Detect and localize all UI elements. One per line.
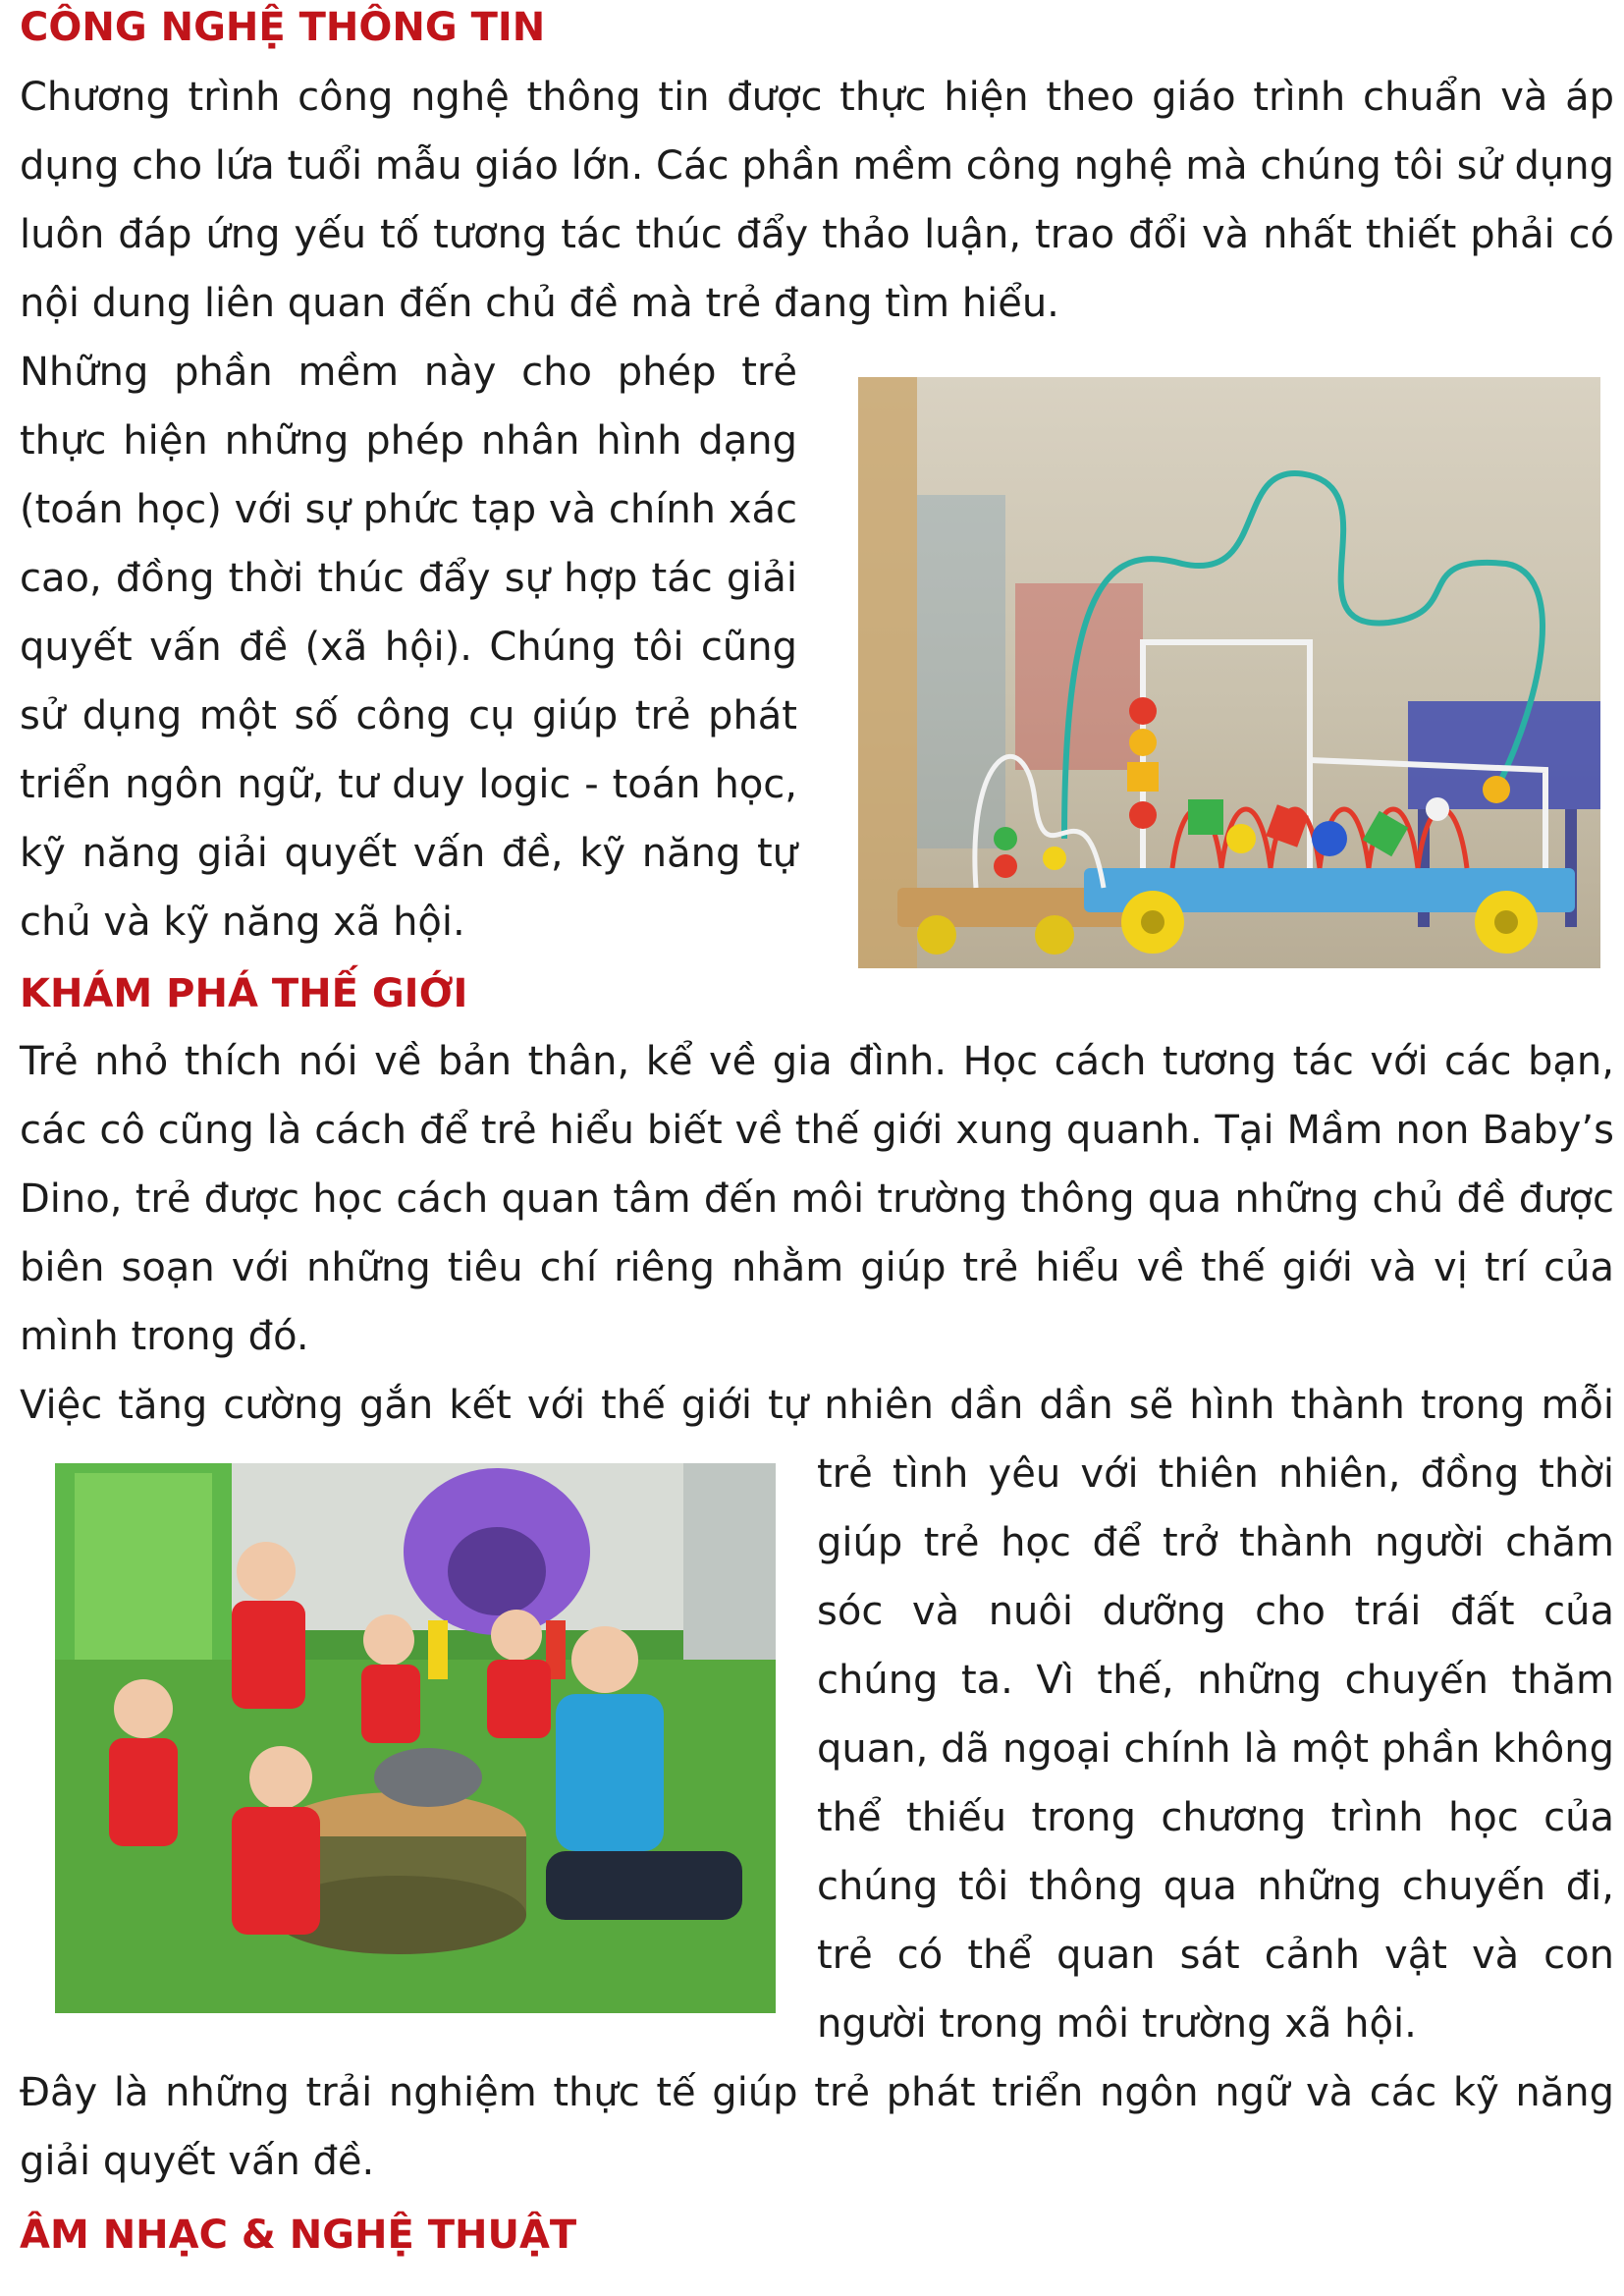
paragraph-tech-intro: Chương trình công nghệ thông tin được thực hiện theo giáo trình chuẩn và áp dụng cho lứa tuổi mẫu giáo lớn. Các phần mềm công nghệ mà chúng tôi sử dụng luôn đáp ứng yếu tố tương tác thúc đẩy thảo luận, trao đổi và nhất thiết phải có nội dung liên quan đến chủ đề mà trẻ đang tìm hiểu. [20, 75, 1614, 326]
paragraph-world-nature-line2: trẻ tình yêu với thiên nhiên, đồng thời giúp trẻ học để trở thành người chăm sóc và nuôi dưỡng cho trái đất của chúng ta. Vì thế, những chuyến thăm quan, dã ngoại chính là một phần không thể thiếu trong chương trình học của chúng tôi thông qua những chuyến đi, trẻ có thể quan sát cảnh vật và con người trong môi trường xã hội. [817, 1451, 1614, 2047]
photo-children-with-cat [55, 1463, 776, 2013]
heading-kham-pha-the-gioi: KHÁM PHÁ THẾ GIỚI [20, 971, 468, 1016]
paragraph-world-nature-line1: Việc tăng cường gắn kết với thế giới tự nhiên dần dần sẽ hình thành trong mỗi [20, 1383, 1614, 1428]
paragraph-tech-software: Những phần mềm này cho phép trẻ thực hiện những phép nhân hình dạng (toán học) với sự phức tạp và chính xác cao, đồng thời thúc đẩy sự hợp tác giải quyết vấn đề (xã hội). Chúng tôi cũng sử dụng một số công cụ giúp trẻ phát triển ngôn ngữ, tư duy logic - toán học, kỹ năng giải quyết vấn đề, kỹ năng tự chủ và kỹ năng xã hội. [20, 350, 797, 945]
heading-am-nhac-nghe-thuat: ÂM NHẠC & NGHỆ THUẬT [20, 2213, 577, 2258]
paragraph-world-intro: Trẻ nhỏ thích nói về bản thân, kể về gia đình. Học cách tương tác với các bạn, các cô cũng là cách để trẻ hiểu biết về thế giới xung quanh. Tại Mầm non Baby’s Dino, trẻ được học cách quan tâm đến môi trường thông qua những chủ đề được biên soạn với những tiêu chí riêng nhằm giúp trẻ hiểu về thế giới và vị trí của mình trong đó. [20, 1039, 1614, 1359]
photo-bead-maze-toy [858, 377, 1600, 968]
heading-cong-nghe-thong-tin: CÔNG NGHỆ THÔNG TIN [20, 5, 546, 50]
paragraph-world-experience: Đây là những trải nghiệm thực tế giúp trẻ phát triển ngôn ngữ và các kỹ năng giải quyết vấn đề. [20, 2070, 1614, 2184]
